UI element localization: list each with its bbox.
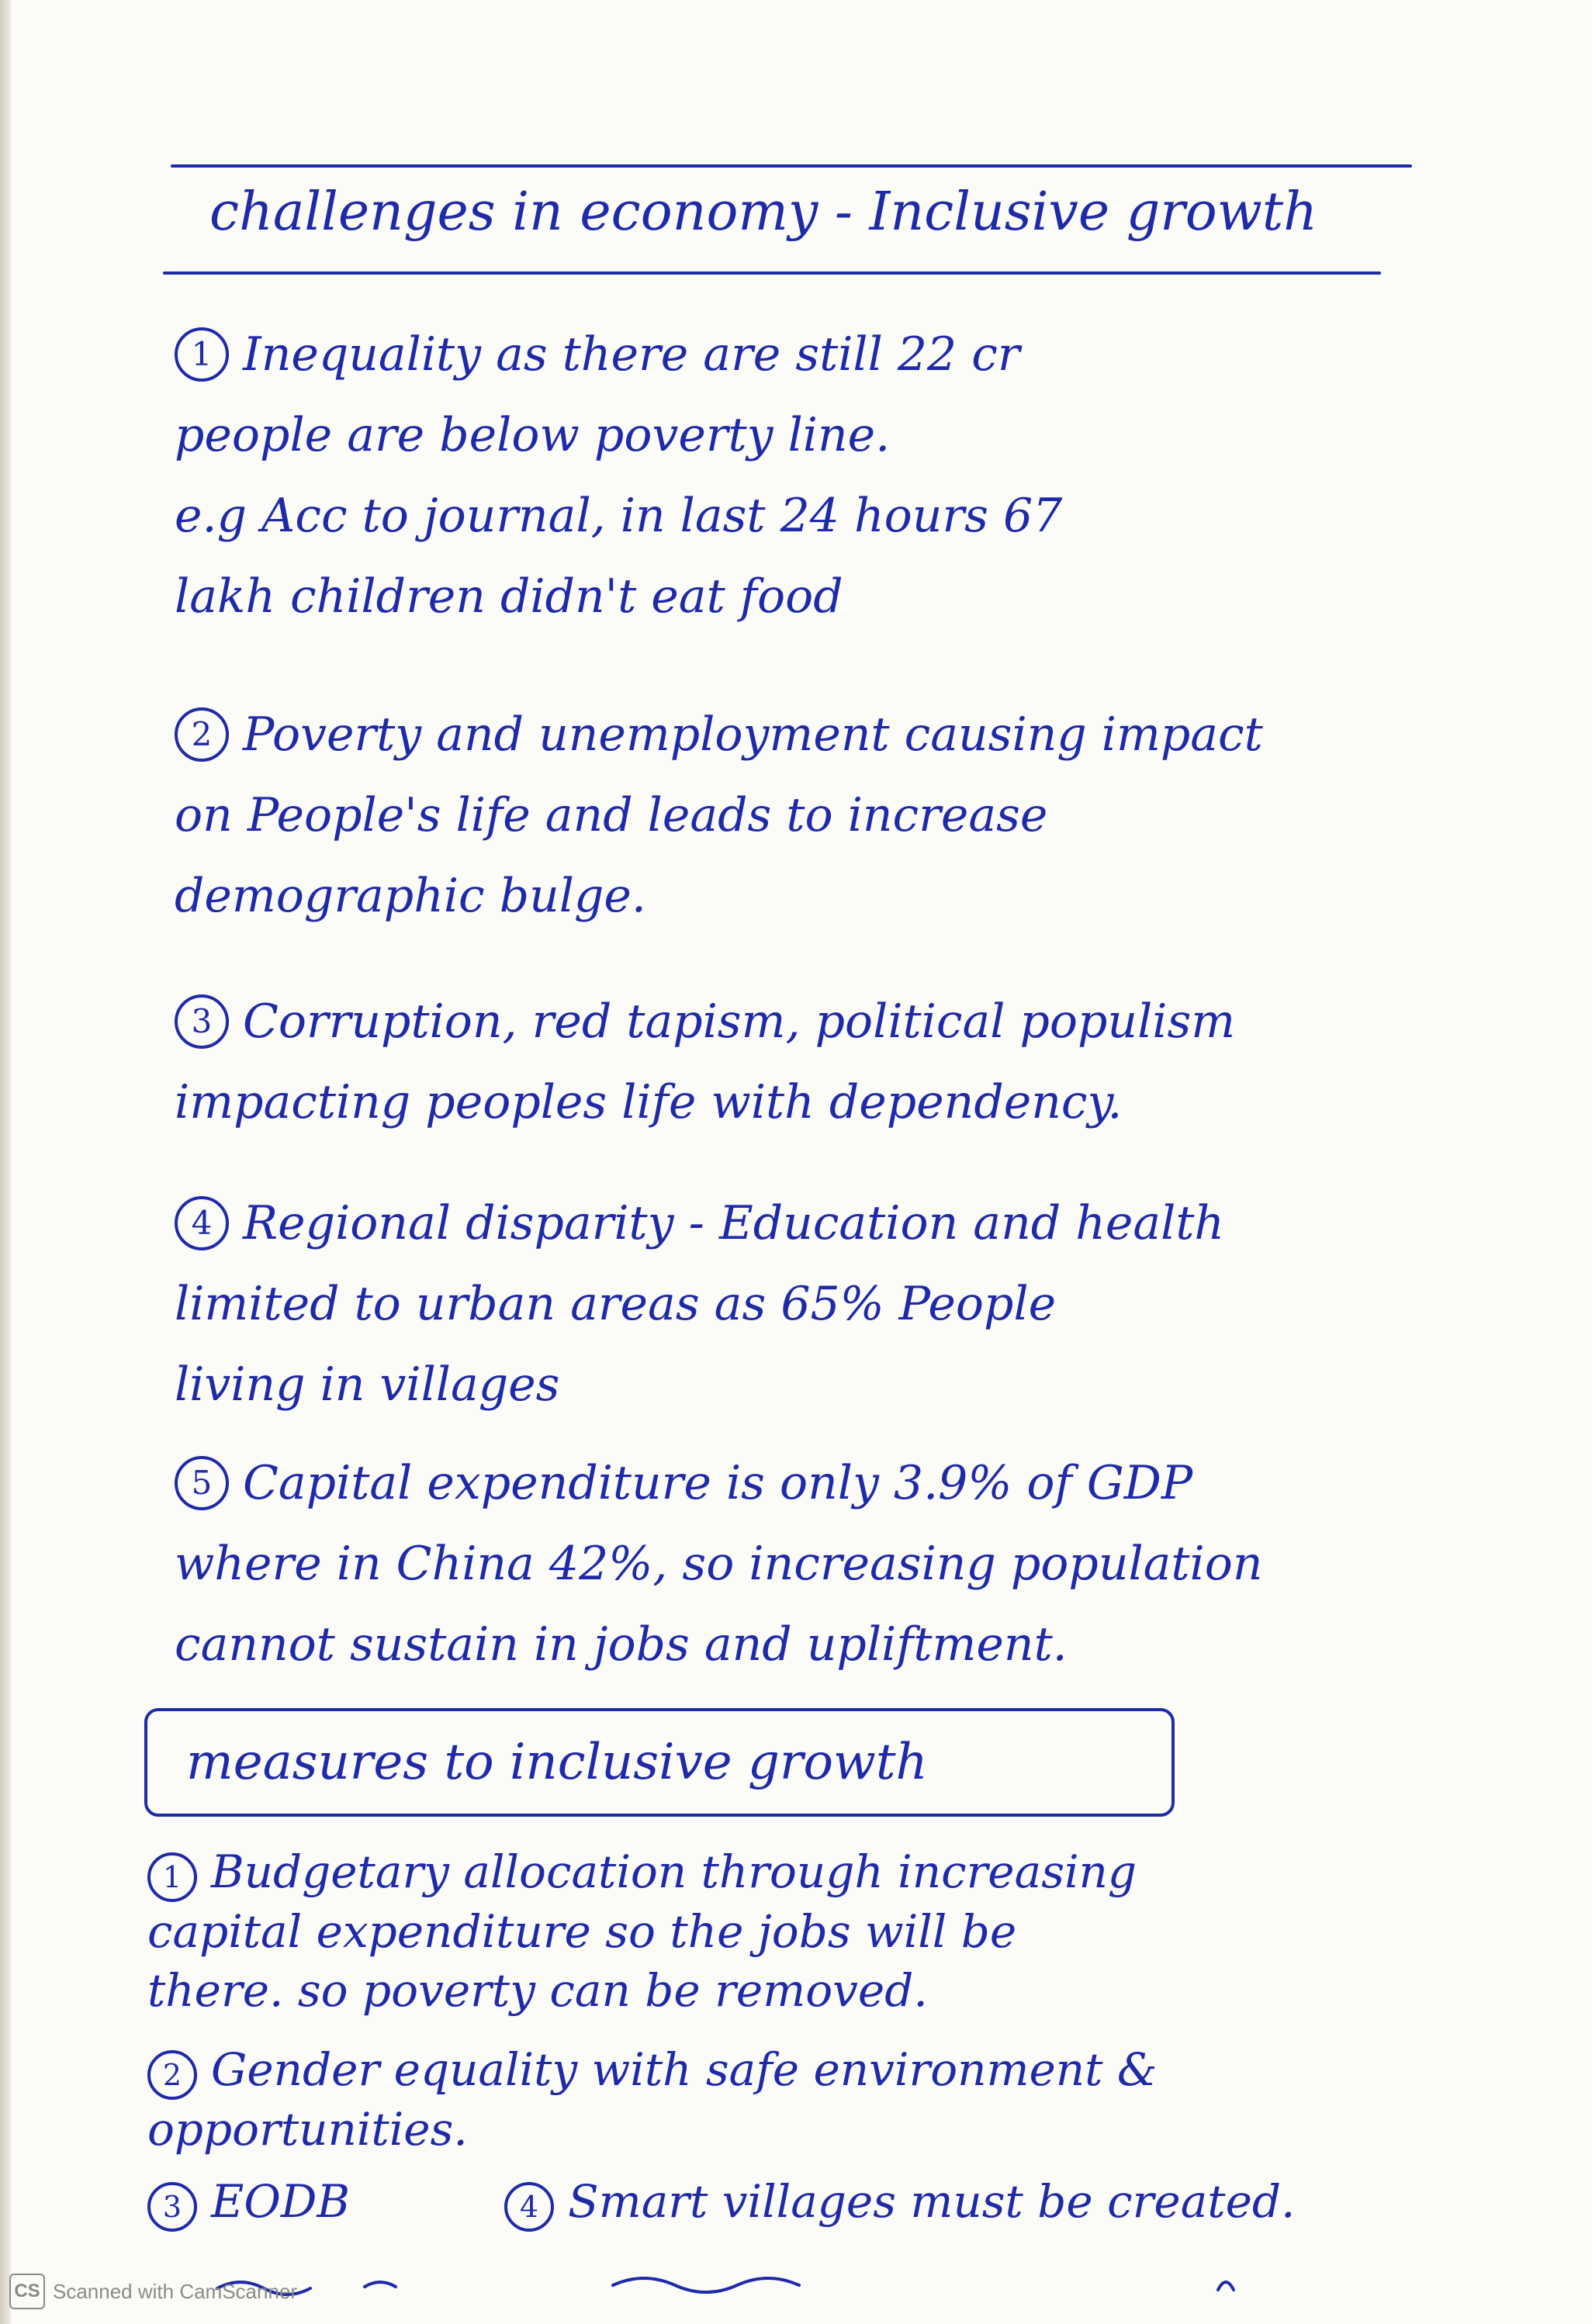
item-number: 3 (175, 994, 229, 1049)
item-number: 2 (147, 2050, 197, 2100)
item-text: Inequality as there are still 22 cr people are below poverty line. e.g Acc to journal, in last 24 hours 67 lakh children didn't eat food (175, 327, 1063, 624)
title-top-rule (171, 164, 1412, 168)
item-text: Gender equality with safe environment & opportunities. (147, 2043, 1158, 2156)
item-number: 2 (175, 707, 229, 762)
cut-off-handwriting (209, 2267, 1389, 2298)
item-number: 4 (504, 2182, 554, 2232)
measure-item-2 (147, 2040, 1513, 2159)
measure-item-3 (147, 2172, 551, 2232)
item-text: Capital expenditure is only 3.9% of GDP where in China 42%, so increasing population cannot sustain in jobs and upliftment. (175, 1456, 1263, 1672)
item-text: Smart villages must be created. (568, 2175, 1296, 2228)
item-number: 1 (175, 327, 229, 382)
scanner-watermark (9, 2273, 297, 2310)
challenge-item-1 (175, 314, 1509, 637)
item-text: Corruption, red tapism, political populism impacting peoples life with dependency. (175, 994, 1236, 1129)
camscanner-logo: CS (9, 2274, 45, 2309)
challenge-item-3 (175, 981, 1509, 1143)
item-text: Budgetary allocation through increasing capital expenditure so the jobs will be there. so poverty can be removed. (147, 1845, 1137, 2017)
item-number: 3 (147, 2182, 197, 2232)
watermark-text: Scanned with CamScanner (53, 2279, 298, 2303)
challenge-item-5 (175, 1443, 1509, 1685)
challenge-item-2 (175, 694, 1509, 936)
title-bottom-rule (163, 271, 1381, 275)
challenge-item-4 (175, 1183, 1509, 1425)
item-number: 1 (147, 1852, 197, 1902)
item-number: 4 (175, 1196, 229, 1250)
measure-item-4 (504, 2172, 1513, 2232)
item-text: Poverty and unemployment causing impact on People's life and leads to increase demographic bulge. (175, 707, 1263, 923)
page-edge-shadow (0, 0, 11, 2324)
item-text: EODB (211, 2175, 351, 2228)
item-number: 5 (175, 1456, 229, 1510)
measures-heading: measures to inclusive growth (144, 1708, 1175, 1817)
item-text: Regional disparity - Education and health limited to urban areas as 65% People living in villages (175, 1196, 1225, 1412)
page-title: challenges in economy - Inclusive growth (209, 182, 1317, 243)
measure-item-1 (147, 1842, 1513, 2020)
